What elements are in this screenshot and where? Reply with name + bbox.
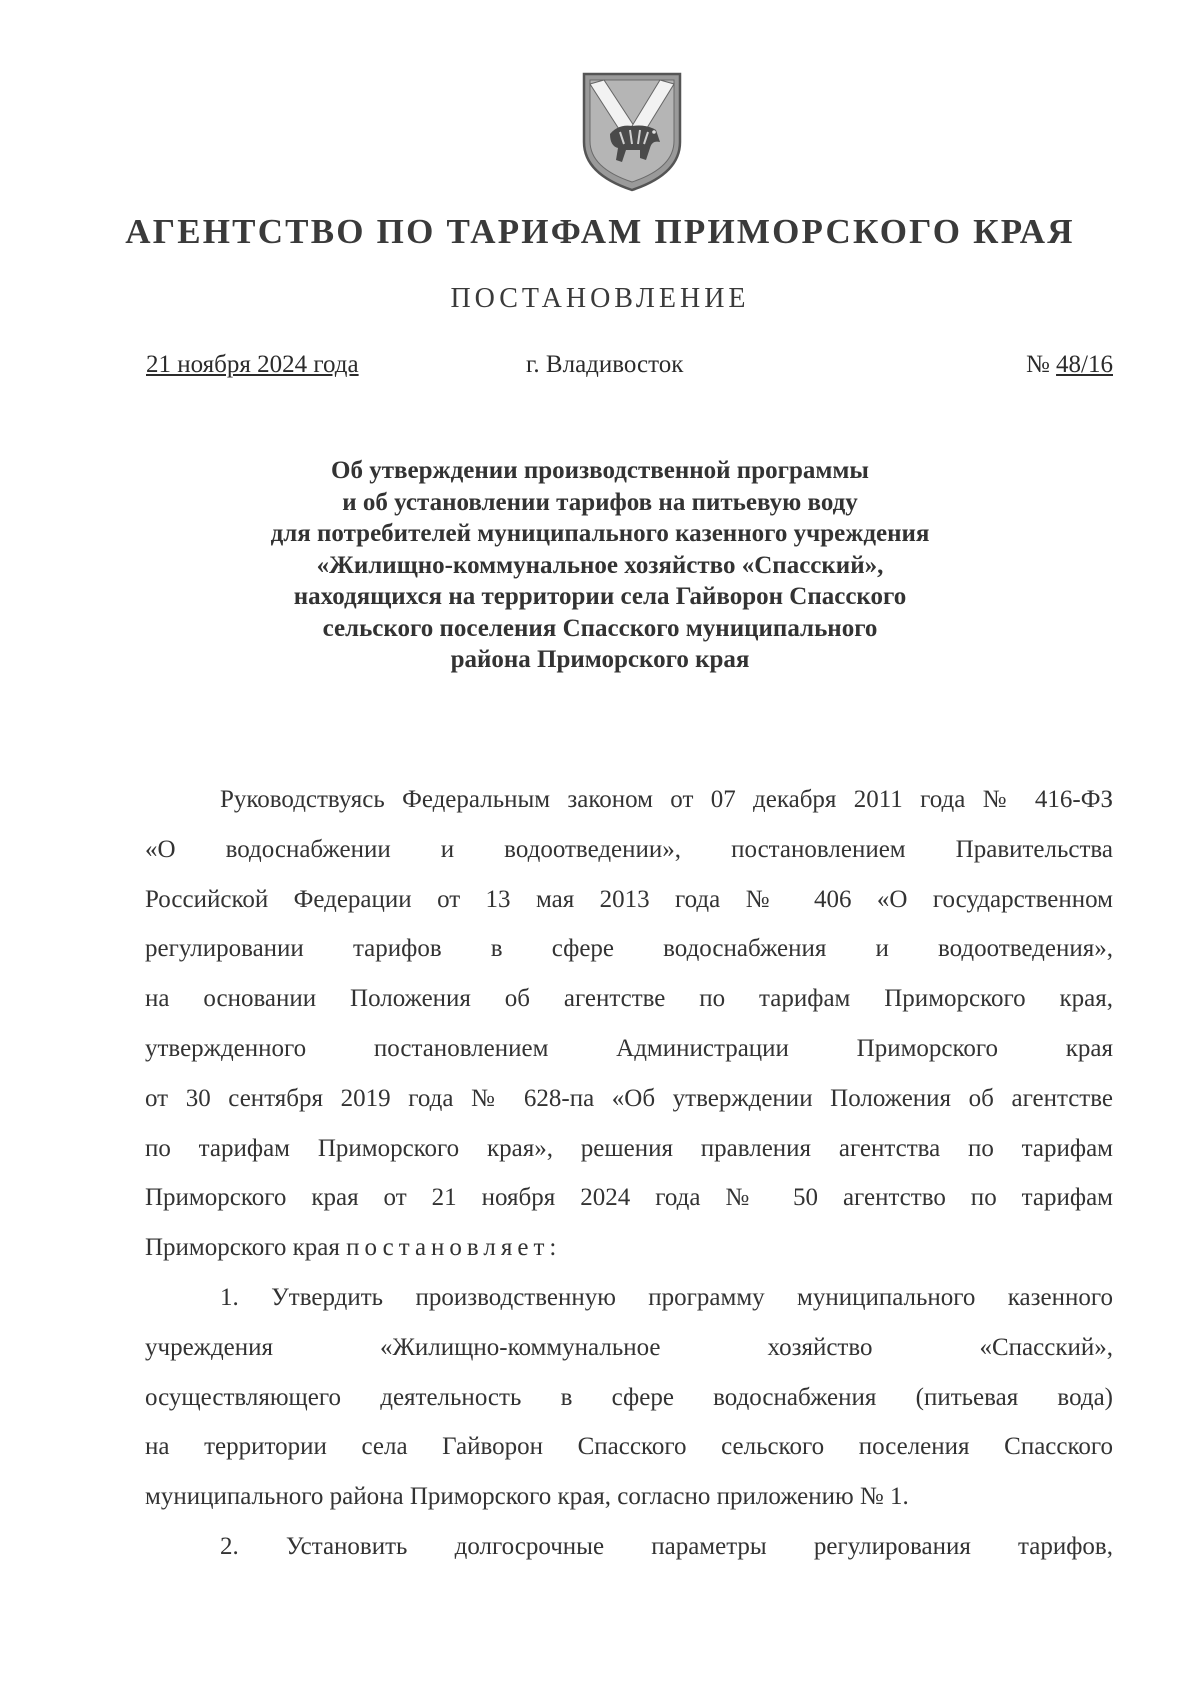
body-line: «О водоснабжении и водоотведении», постановлением Правительства (145, 835, 1113, 863)
body-line (145, 1223, 1113, 1273)
preamble-end-text: Приморского края (145, 1234, 340, 1262)
body-line: Приморского края от 21 ноября 2024 года № 50 агентство по тарифам (145, 1184, 1113, 1212)
title-line: для потребителей муниципального казенного учреждения (270, 520, 930, 547)
document-date: 21 ноября 2024 года (146, 351, 359, 378)
number-prefix: № (1025, 351, 1050, 378)
document-title (0, 455, 1200, 676)
document-body (145, 775, 1113, 1572)
body-line: учреждения «Жилищно-коммунальное хозяйство «Спасский», (145, 1333, 1113, 1361)
agency-name: АГЕНТСТВО ПО ТАРИФАМ ПРИМОРСКОГО КРАЯ (125, 212, 1075, 251)
resolves-colon: : (549, 1234, 557, 1262)
title-line: сельского поселения Спасского муниципального (322, 614, 878, 642)
body-line: регулировании тарифов в сфере водоснабжения и водоотведения», (145, 935, 1113, 963)
title-line: находящихся на территории села Гайворон Спасского (293, 583, 907, 610)
body-line: от 30 сентября 2019 года № 628-па «Об утверждении Положения об агентстве (145, 1084, 1113, 1112)
item-1-paragraph (145, 1273, 1113, 1522)
body-line: на территории села Гайворон Спасского сельского поселения Спасского (145, 1433, 1113, 1461)
title-line: и об установлении тарифов на питьевую воду (342, 488, 858, 516)
body-line: на основании Положения об агентстве по тарифам Приморского края, (145, 985, 1113, 1013)
document-number (1026, 351, 1113, 379)
body-line: по тарифам Приморского края», решения правления агентства по тарифам (145, 1134, 1113, 1162)
body-line: Руководствуясь Федеральным законом от 07 декабря 2011 года № 416-ФЗ (220, 786, 1113, 813)
body-line: Российской Федерации от 13 мая 2013 года № 406 «О государственном (145, 885, 1113, 913)
coat-of-arms-icon (580, 70, 684, 194)
resolves-word: постановляет (346, 1234, 550, 1262)
title-line: «Жилищно-коммунальное хозяйство «Спасский», (316, 551, 884, 579)
document-type: ПОСТАНОВЛЕНИЕ (450, 283, 750, 314)
body-line: муниципального района Приморского края, согласно приложению № 1. (145, 1483, 909, 1511)
body-line: 2. Установить долгосрочные параметры регулирования тарифов, (220, 1532, 1113, 1560)
preamble-paragraph (145, 775, 1113, 1273)
title-line: района Приморского края (450, 646, 750, 673)
number-value: 48/16 (1056, 351, 1113, 378)
body-line: осуществляющего деятельность в сфере водоснабжения (питьевая вода) (145, 1383, 1113, 1411)
document-city: г. Владивосток (526, 351, 684, 378)
title-line: Об утверждении производственной программы (331, 457, 869, 484)
item-2-paragraph (145, 1522, 1113, 1572)
body-line: утвержденного постановлением Администрации Приморского края (145, 1034, 1113, 1062)
body-line: 1. Утвердить производственную программу муниципального казенного (220, 1283, 1113, 1311)
